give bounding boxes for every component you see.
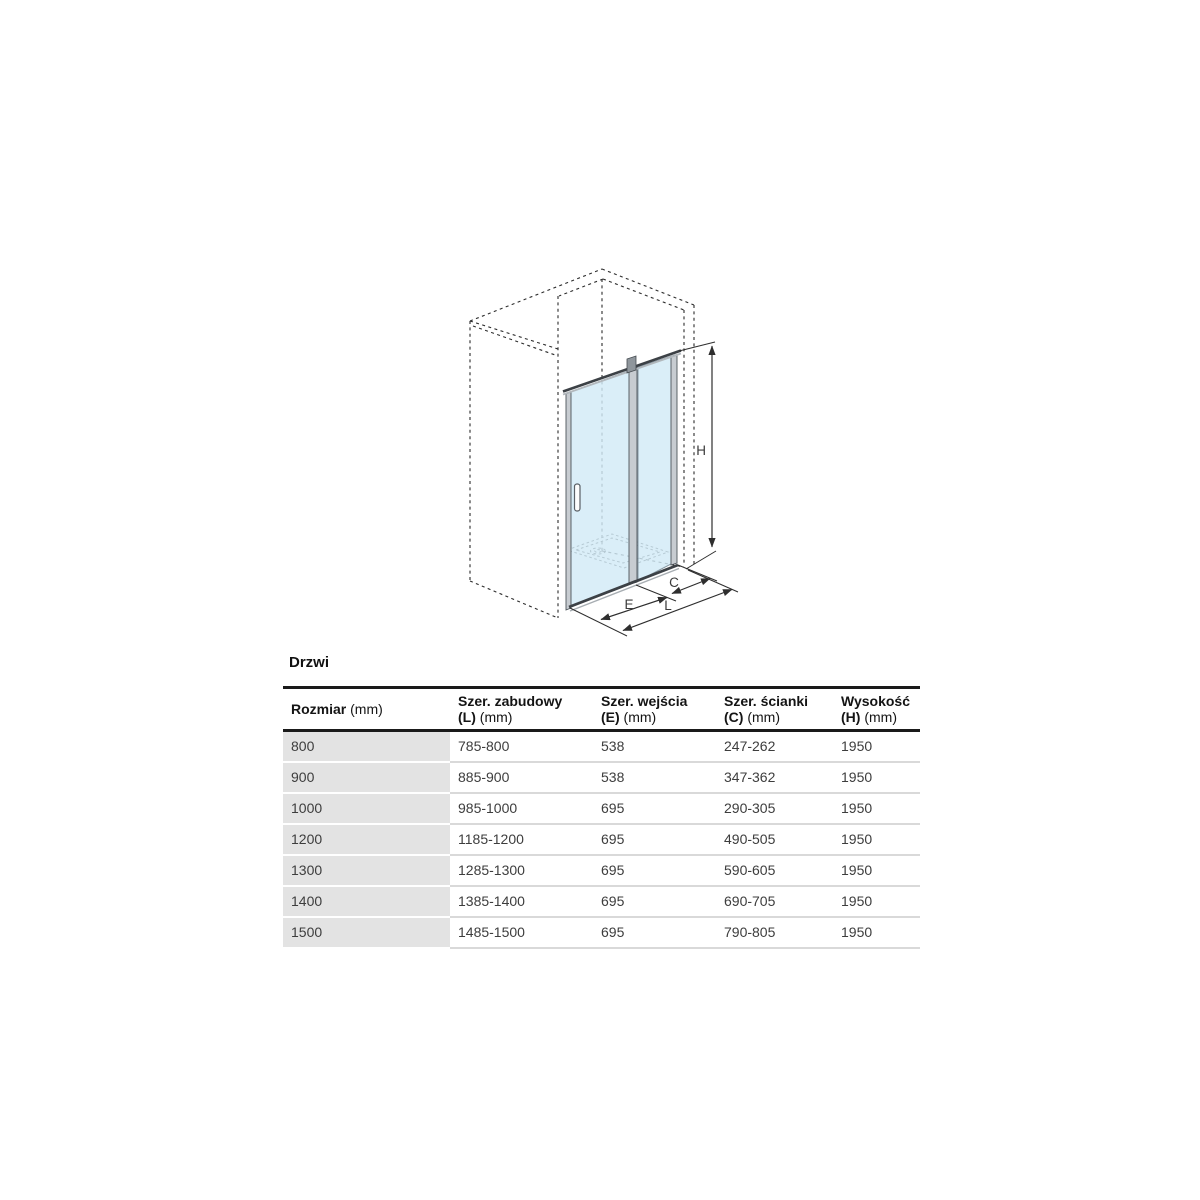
table-row <box>283 824 920 855</box>
table-cell: 1285-1300 <box>450 855 593 886</box>
table-cell: 538 <box>593 731 716 763</box>
right-edge-profile <box>671 355 677 566</box>
header-cell: Wysokość (H) (mm) <box>833 688 920 731</box>
table-cell: 885-900 <box>450 762 593 793</box>
table-title: Drzwi <box>289 654 330 671</box>
label-L: L <box>664 598 672 613</box>
table-cell: 538 <box>593 762 716 793</box>
spec-table-header <box>283 688 920 731</box>
left-wall-profile <box>566 392 571 610</box>
table-cell: 690-705 <box>716 886 833 917</box>
sliding-glass-panel <box>638 355 675 581</box>
table-cell: 1950 <box>833 886 920 917</box>
table-row <box>283 793 920 824</box>
table-cell: 1185-1200 <box>450 824 593 855</box>
header-cell: Szer. ścianki (C) (mm) <box>716 688 833 731</box>
label-H: H <box>696 443 706 458</box>
table-row <box>283 762 920 793</box>
table-cell: 790-805 <box>716 917 833 948</box>
table-cell: 247-262 <box>716 731 833 763</box>
label-C: C <box>669 575 679 590</box>
table-cell: 590-605 <box>716 855 833 886</box>
header-cell: Szer. zabudowy (L) (mm) <box>450 688 593 731</box>
table-cell: 695 <box>593 886 716 917</box>
table-cell: 695 <box>593 917 716 948</box>
table-cell: 1200 <box>283 824 450 855</box>
table-cell: 1950 <box>833 793 920 824</box>
door-spec-section <box>283 655 920 949</box>
header-cell: Szer. wejścia (E) (mm) <box>593 688 716 731</box>
header-row <box>283 688 920 731</box>
table-row <box>283 917 920 948</box>
table-cell: 1400 <box>283 886 450 917</box>
table-cell: 1385-1400 <box>450 886 593 917</box>
table-row <box>283 855 920 886</box>
diagram-svg <box>455 258 750 656</box>
door-handle <box>575 484 581 511</box>
table-cell: 900 <box>283 762 450 793</box>
table-cell: 1300 <box>283 855 450 886</box>
panel-divider-profile <box>629 368 637 585</box>
table-row <box>283 731 920 763</box>
table-cell: 985-1000 <box>450 793 593 824</box>
table-cell: 490-505 <box>716 824 833 855</box>
table-cell: 1950 <box>833 917 920 948</box>
table-cell: 1950 <box>833 762 920 793</box>
table-row <box>283 886 920 917</box>
table-cell: 290-305 <box>716 793 833 824</box>
label-E: E <box>624 597 634 612</box>
dimension-L-arrow <box>623 590 732 631</box>
table-cell: 1950 <box>833 855 920 886</box>
shower-door-diagram <box>455 258 750 656</box>
dimension-E-arrow <box>601 598 667 620</box>
table-cell: 1950 <box>833 824 920 855</box>
table-cell: 1000 <box>283 793 450 824</box>
table-cell: 1950 <box>833 731 920 763</box>
spec-table-body <box>283 731 920 949</box>
table-cell: 695 <box>593 793 716 824</box>
table-cell: 347-362 <box>716 762 833 793</box>
table-cell: 695 <box>593 855 716 886</box>
table-cell: 785-800 <box>450 731 593 763</box>
table-cell: 1485-1500 <box>450 917 593 948</box>
spec-table <box>283 686 920 949</box>
table-cell: 695 <box>593 824 716 855</box>
table-cell: 1500 <box>283 917 450 948</box>
header-cell: Rozmiar (mm) <box>283 688 450 731</box>
table-cell: 800 <box>283 731 450 763</box>
roller-bracket <box>627 356 636 373</box>
